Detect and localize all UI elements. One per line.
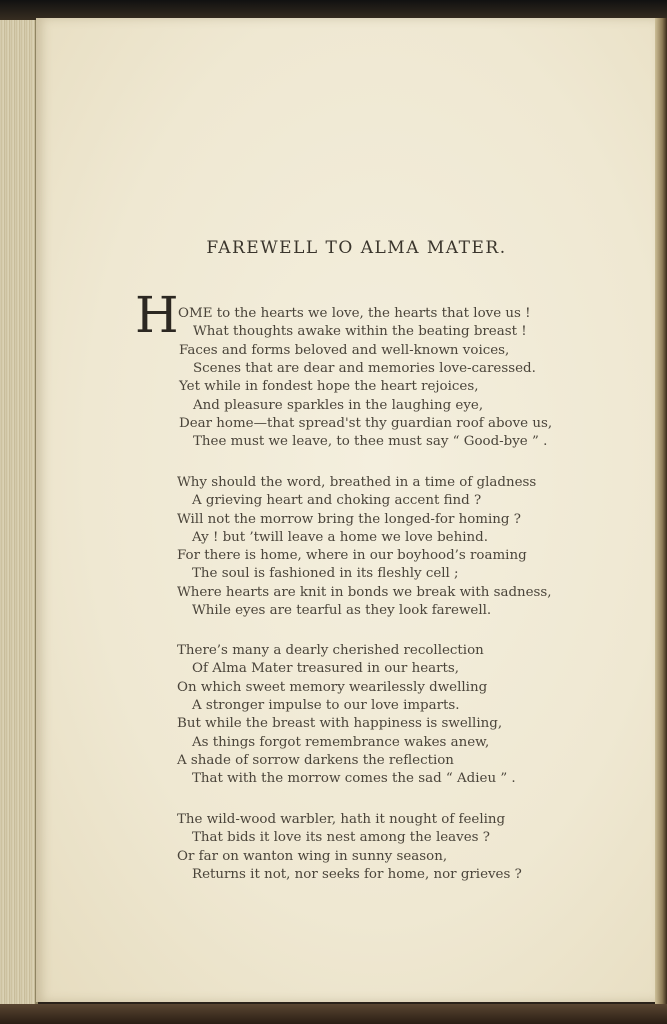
poem-line: What thoughts awake within the beating breast ! xyxy=(193,324,527,339)
poem-line: For there is home, where in our boyhood’s roaming xyxy=(177,548,527,563)
poem-line: A grieving heart and choking accent find ? xyxy=(192,493,482,508)
book-right-edge xyxy=(655,18,667,1008)
poem-line: While eyes are tearful as they look farewell. xyxy=(192,603,492,618)
poem-line: Scenes that are dear and memories love-caressed. xyxy=(193,361,536,376)
poem-title: FAREWELL TO ALMA MATER. xyxy=(206,238,507,258)
poem-line: And pleasure sparkles in the laughing eye, xyxy=(193,398,484,413)
poem-line: That with the morrow comes the sad “ Adieu ” . xyxy=(192,771,516,786)
poem-line: Where hearts are knit in bonds we break with sadness, xyxy=(177,585,552,600)
page-edges xyxy=(0,20,36,1004)
poem-line: A shade of sorrow darkens the reflection xyxy=(177,753,454,768)
poem-line: That bids it love its nest among the leaves ? xyxy=(192,830,490,845)
poem-line: There’s many a dearly cherished recollection xyxy=(177,643,484,658)
poem-line: Or far on wanton wing in sunny season, xyxy=(177,849,448,864)
poem-line: A stronger impulse to our love imparts. xyxy=(192,698,460,713)
poem-line: OME to the hearts we love, the hearts that love us ! xyxy=(178,306,531,321)
poem-line: Ay ! but ’twill leave a home we love behind. xyxy=(192,530,488,545)
poem-line: Why should the word, breathed in a time of gladness xyxy=(177,475,537,490)
poem-line: On which sweet memory wearilessly dwelling xyxy=(177,680,488,695)
poem-line: Will not the morrow bring the longed-for homing ? xyxy=(177,512,521,527)
poem-line: But while the breast with happiness is swelling, xyxy=(177,716,503,731)
poem-line: Dear home—that spread'st thy guardian roof above us, xyxy=(179,416,553,431)
poem-line: The wild-wood warbler, hath it nought of feeling xyxy=(177,812,506,827)
poem-line: As things forgot remembrance wakes anew, xyxy=(192,735,490,750)
poem-line: Thee must we leave, to thee must say “ Good-bye ” . xyxy=(193,434,548,449)
poem-line: Yet while in fondest hope the heart rejoices, xyxy=(179,379,479,394)
poem-line: Returns it not, nor seeks for home, nor grieves ? xyxy=(192,867,522,882)
poem-line: Faces and forms beloved and well-known voices, xyxy=(179,343,510,358)
drop-cap: H xyxy=(135,286,179,344)
book-bottom-cover xyxy=(0,1004,667,1024)
poem-line: The soul is fashioned in its fleshly cell ; xyxy=(192,566,459,581)
poem-line: Of Alma Mater treasured in our hearts, xyxy=(192,661,460,676)
